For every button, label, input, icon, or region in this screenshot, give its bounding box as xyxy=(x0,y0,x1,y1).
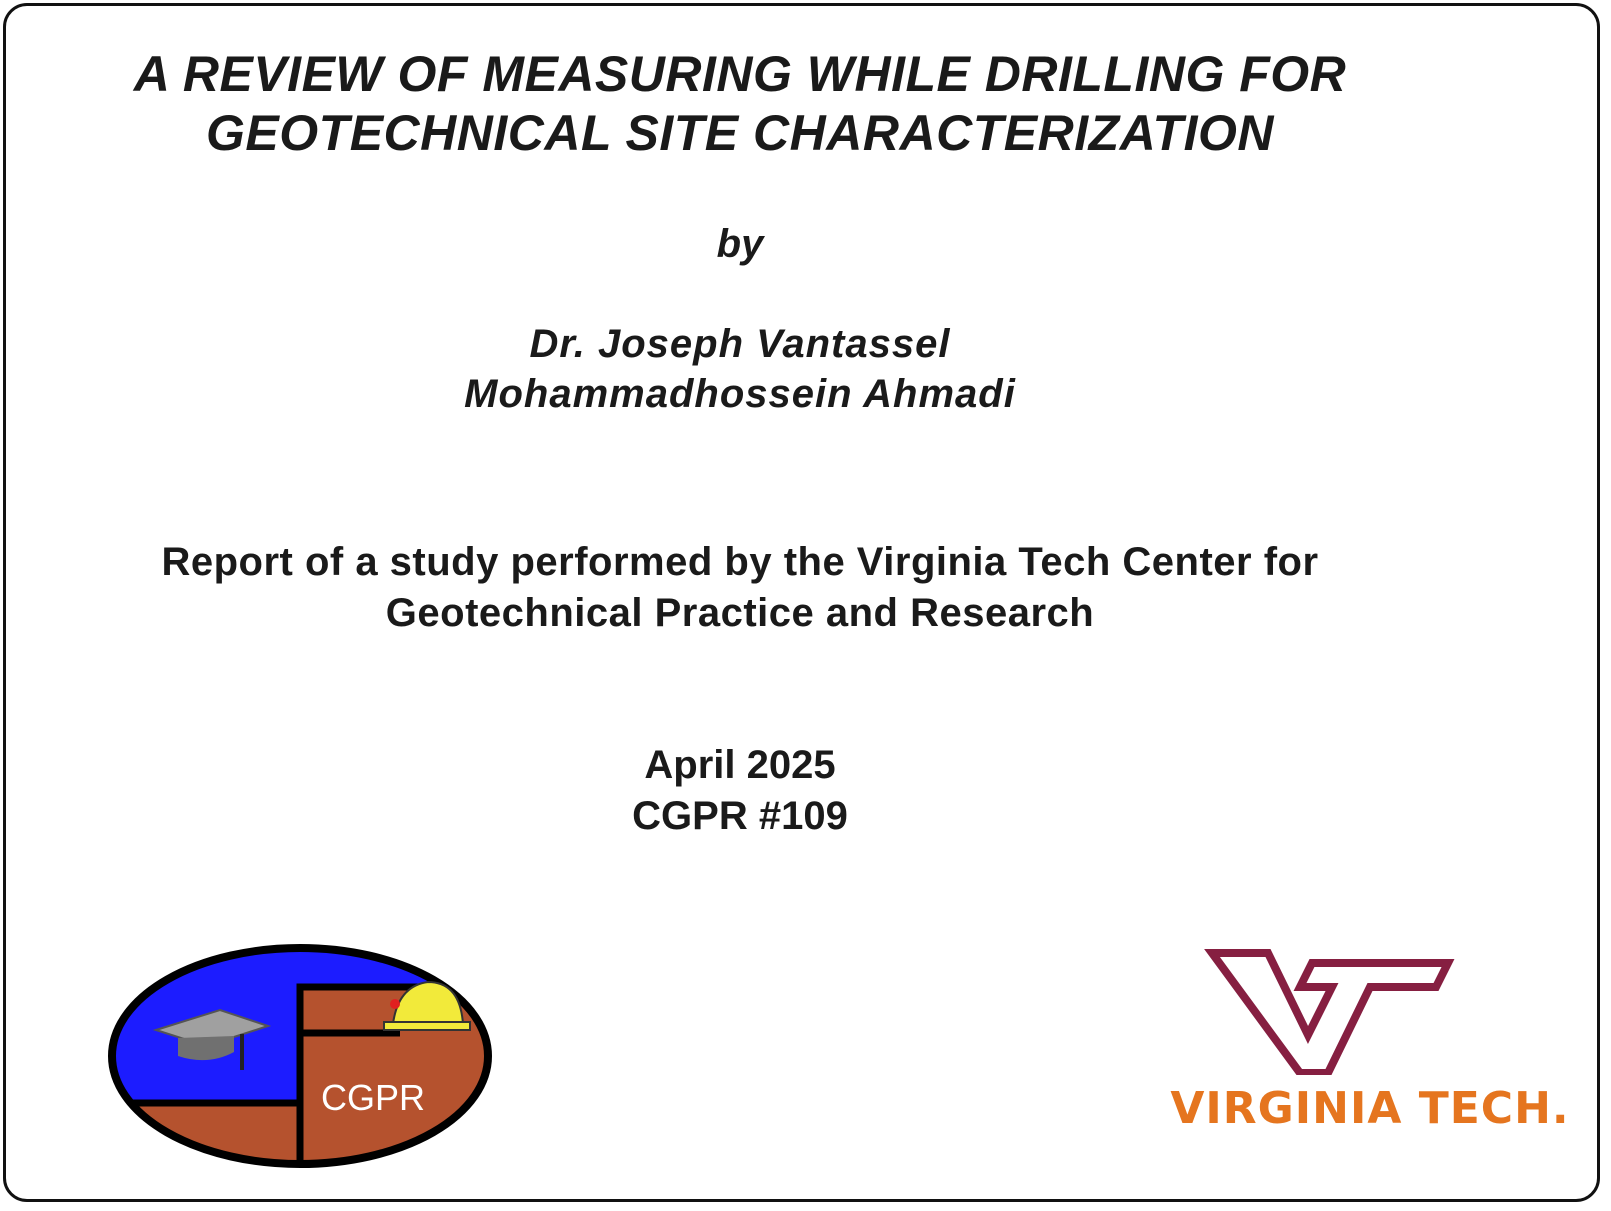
vt-monogram-icon xyxy=(1150,945,1590,1075)
by-label: by xyxy=(716,222,764,266)
report-number: CGPR #109 xyxy=(632,794,848,838)
report-line-1: Report of a study performed by the Virginia Tech Center for xyxy=(161,540,1319,584)
cgpr-logo xyxy=(108,938,508,1178)
report-date: April 2025 xyxy=(644,743,836,787)
cgpr-logo-text: CGPR xyxy=(320,1077,426,1118)
author-1: Dr. Joseph Vantassel xyxy=(529,322,951,366)
title-line-2: GEOTECHNICAL SITE CHARACTERIZATION xyxy=(206,105,1274,161)
report-line-2: Geotechnical Practice and Research xyxy=(385,591,1095,635)
virginia-tech-wordmark: VIRGINIA TECH. xyxy=(1170,1083,1570,1134)
author-2: Mohammadhossein Ahmadi xyxy=(464,372,1016,416)
virginia-tech-logo xyxy=(1150,945,1590,1145)
title-line-1: A REVIEW OF MEASURING WHILE DRILLING FOR xyxy=(133,46,1347,102)
